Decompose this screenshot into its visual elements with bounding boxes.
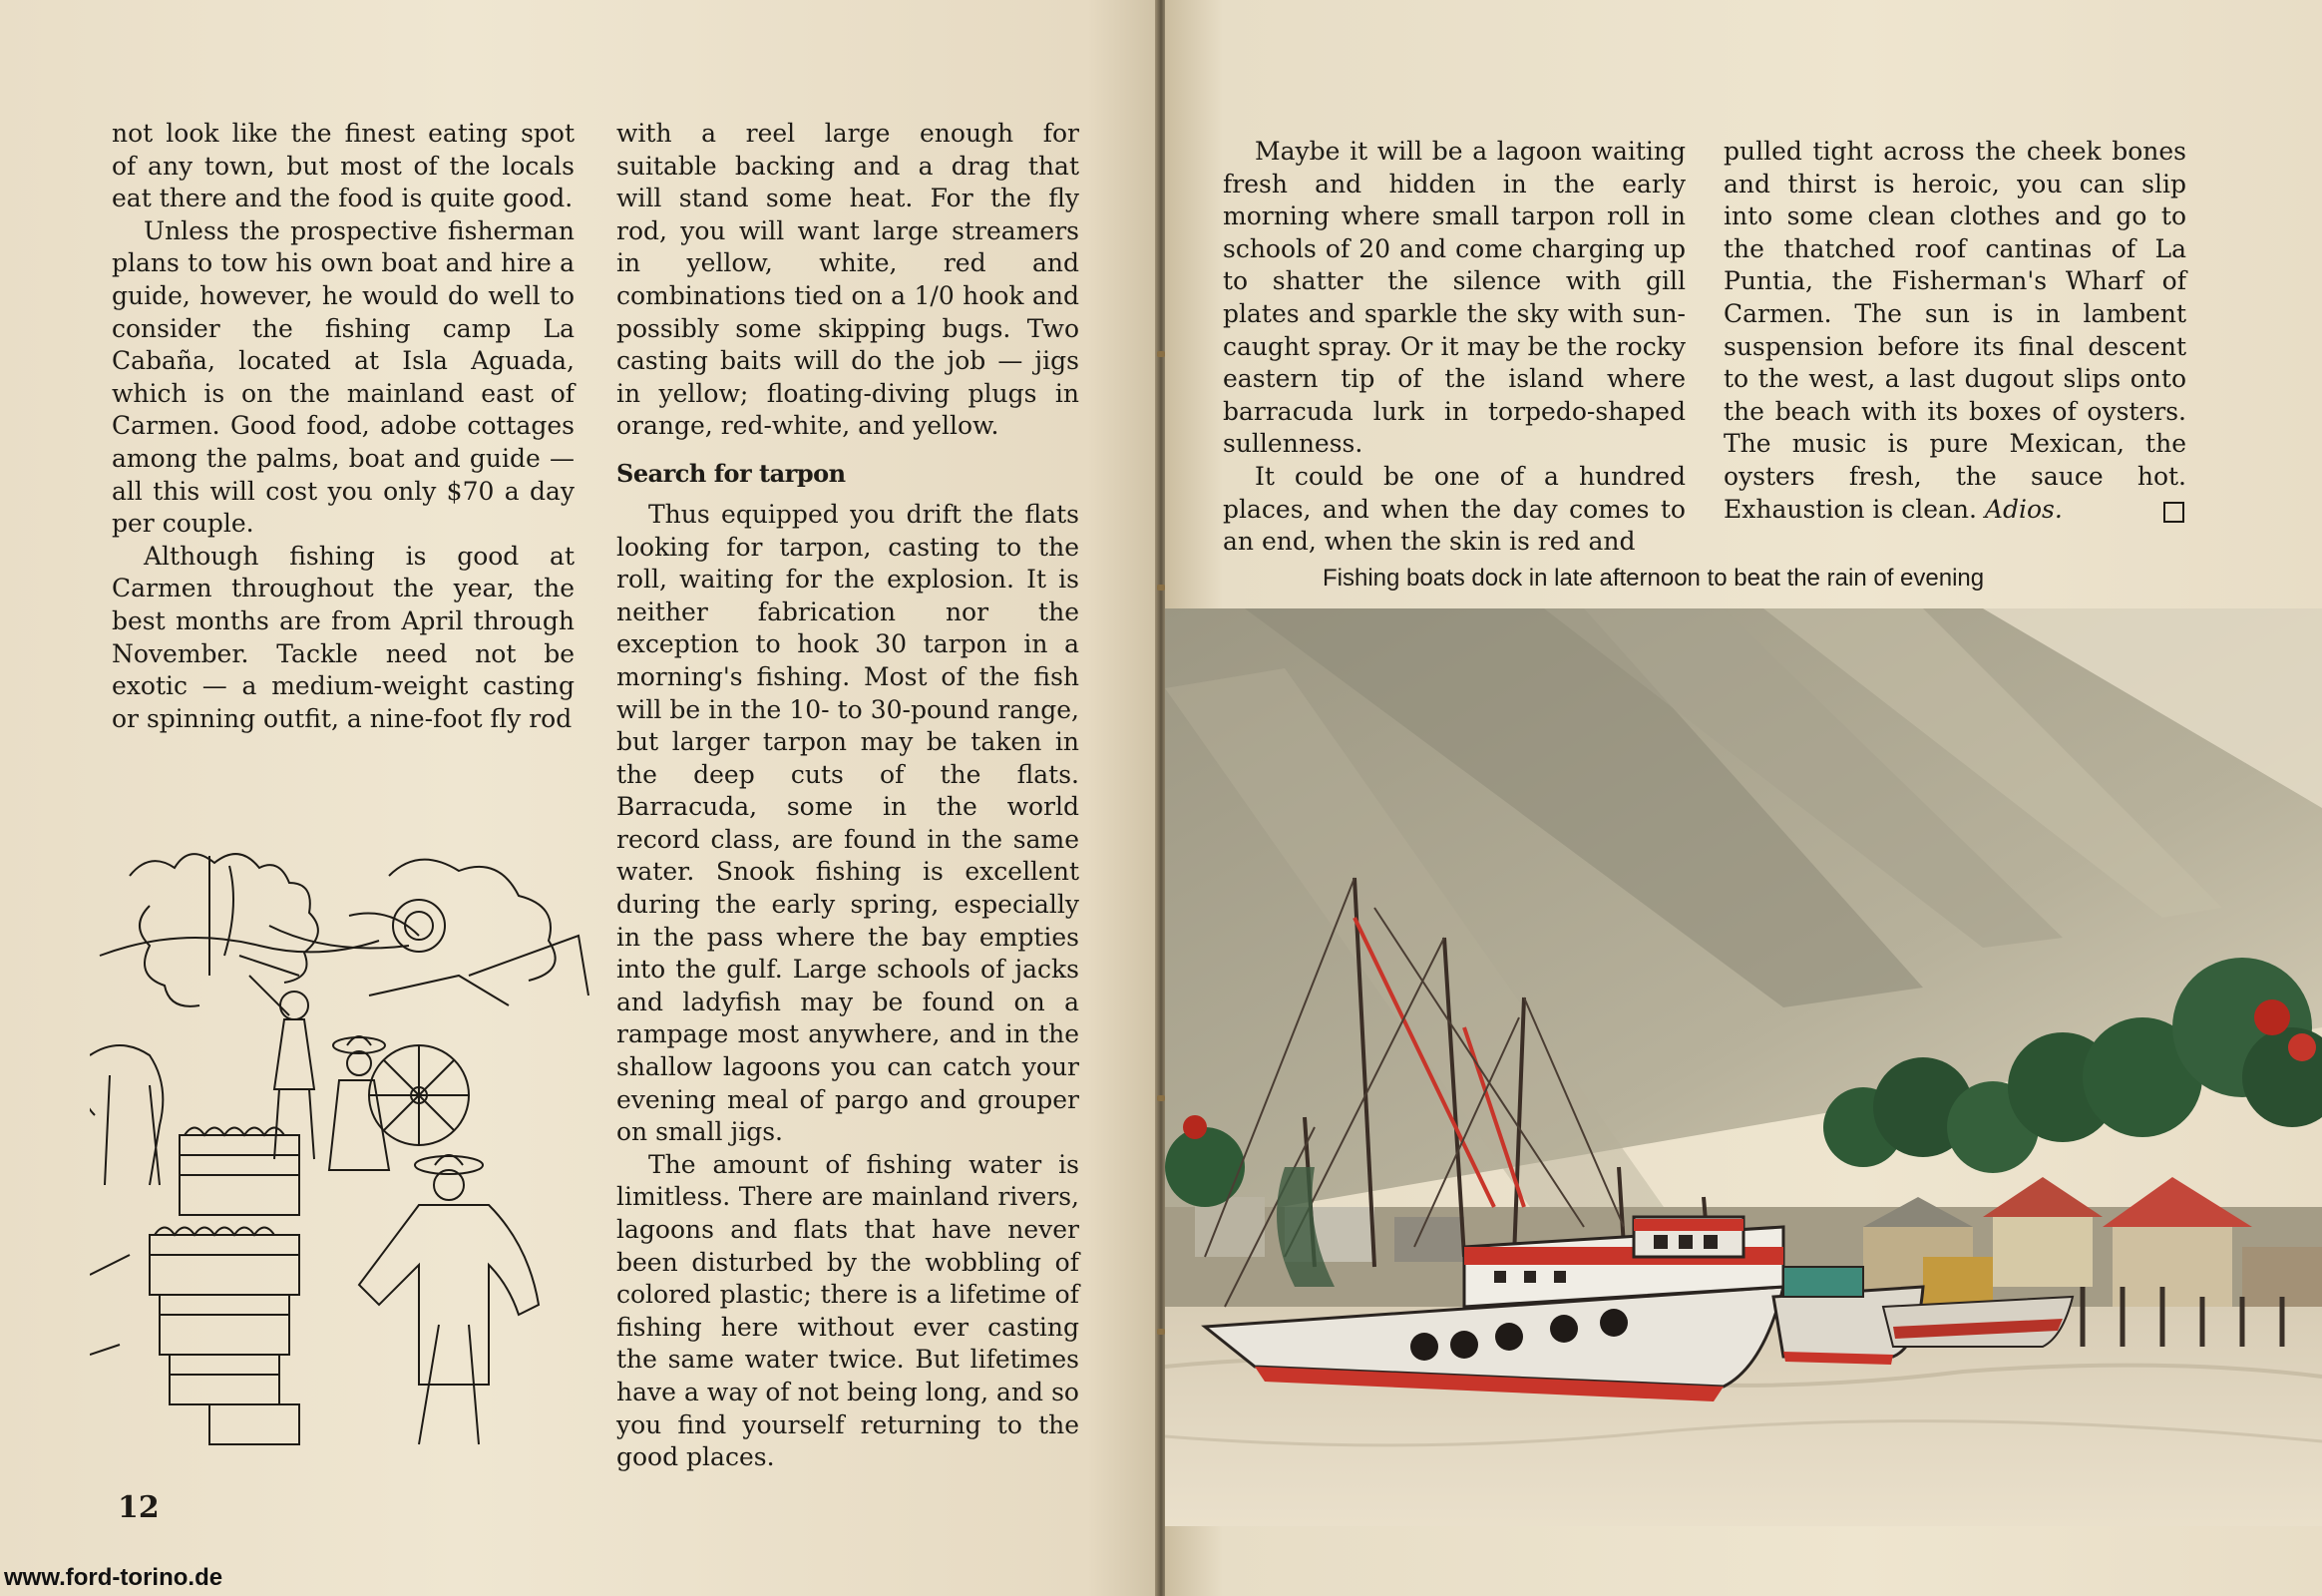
- paragraph: [1724, 136, 2186, 526]
- paragraph: The amount of fishing water is limitless. There are mainland rivers, lagoons and flats that have never been disturbed by the wobbling of colored plastic; there is a lifetime of fishing here without ever casting the same water twice. But lifetimes have a way of not being long, and so you find yourself returning to the good places.: [616, 1149, 1079, 1472]
- column-2: [616, 118, 1079, 1474]
- page-number: 12: [118, 1490, 160, 1525]
- watermark: www.ford-torino.de: [4, 1564, 223, 1591]
- paragraph: It could be one of a hundred places, and when the day comes to an end, when the skin is red and: [1223, 461, 1686, 557]
- end-of-article-icon: [2163, 502, 2184, 523]
- column-3: [1223, 136, 1686, 559]
- section-heading: Search for tarpon: [616, 458, 846, 488]
- binding-stitch: [1157, 585, 1165, 591]
- paragraph: Thus equipped you drift the flats looking for tarpon, casting to the roll, waiting for the explosion. It is neither fabrication nor the exception to hook 30 tarpon in a morning's fishing. Most of the fish will be in the 10- to 30-pound range, but larger tarpon may be taken in the deep cuts of the flats. Barracuda, some in the world record class, are found in the same water. Snook fishing is excellent during the early spring, especially in the pass where the bay empties into the gulf. Large schools of jacks and ladyfish may be found on a rampage most anywhere, and in the shallow lagoons you can catch your evening meal of pargo and grouper on small jigs.: [616, 499, 1079, 1147]
- binding-stitch: [1157, 1095, 1165, 1101]
- figure-caption: Fishing boats dock in late afternoon to beat the rain of evening: [1323, 565, 1985, 592]
- column-1: [112, 118, 575, 735]
- paragraph: with a reel large enough for suitable backing and a drag that will stand some heat. For the fly rod, you will want large streamers in yellow, white, red and combinations tied on a 1/0 hook and possibly some skipping bugs. Two casting baits will do the job — jigs in yellow; floating-diving plugs in orange, red-white, and yellow.: [616, 119, 1079, 441]
- paragraph: not look like the finest eating spot of any town, but most of the locals eat there and the food is quite good.: [112, 119, 575, 213]
- market-sketch-icon: [90, 836, 608, 1464]
- paragraph: Unless the prospective fisherman plans to tow his own boat and hire a guide, however, he would do well to consider the fishing camp La Cabaña, located at Isla Aguada, which is on the mainland east of Carmen. Good food, adobe cottages among the palms, boat and guide — all this will cost you only $70 a day per couple.: [112, 215, 575, 539]
- binding-stitch: [1157, 351, 1165, 357]
- left-page: [0, 0, 1157, 1596]
- closing-word: Adios.: [1984, 494, 2063, 524]
- harbor-painting-icon: [1165, 608, 2322, 1526]
- binding-stitch: [1157, 1329, 1165, 1335]
- column-4: [1724, 136, 2186, 526]
- right-page: [1165, 0, 2322, 1596]
- paragraph: Maybe it will be a lagoon waiting fresh and hidden in the early morning where small tarpon roll in schools of 20 and come charging up to shatter the silence with gill plates and sparkle the sky with sun-caught spray. Or it may be the rocky eastern tip of the island where barracuda lurk in torpedo-shaped sullenness.: [1223, 137, 1686, 459]
- paragraph: Although fishing is good at Carmen throughout the year, the best months are from April through November. Tackle need not be exotic — a medium-weight casting or spinning outfit, a nine-foot fly rod: [112, 541, 575, 733]
- paragraph-text: pulled tight across the cheek bones and thirst is heroic, you can slip into some clean clothes and go to the thatched roof cantinas of La Puntia, the Fisherman's Wharf of Carmen. The sun is in lambent suspension before its final descent to the west, a last dugout slips onto the beach with its boxes of oysters. The music is pure Mexican, the oysters fresh, the sauce hot. Exhaustion is clean.: [1724, 137, 2186, 524]
